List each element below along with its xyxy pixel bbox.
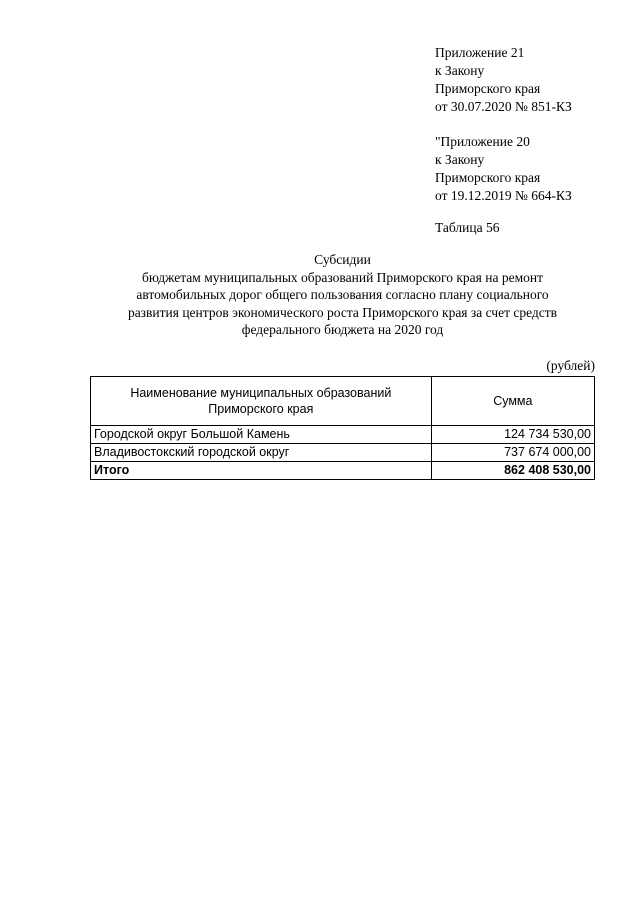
- row-name: Городской округ Большой Камень: [91, 426, 432, 444]
- header-name: [91, 377, 432, 426]
- appendix-previous: [435, 133, 572, 205]
- appendix-current-line: от 30.07.2020 № 851-КЗ: [435, 99, 572, 114]
- appendix-current-line: Приложение 21: [435, 45, 525, 60]
- title-line: федерального бюджета на 2020 год: [241, 322, 444, 337]
- appendix-current-line: к Закону: [435, 63, 485, 78]
- appendix-previous-line: Приморского края: [435, 170, 541, 185]
- table-header-row: [91, 377, 595, 426]
- appendix-current-line: Приморского края: [435, 81, 541, 96]
- title-line: Субсидии: [314, 252, 371, 267]
- title-line: бюджетам муниципальных образований Приморского края на ремонт: [141, 269, 544, 285]
- header-name-line: Наименование муниципальных образований: [130, 386, 392, 400]
- row-sum: 737 674 000,00: [431, 444, 594, 462]
- total-row: [91, 462, 595, 480]
- total-name: Итого: [91, 462, 432, 480]
- title-line: автомобильных дорог общего пользования согласно плану социального: [136, 287, 549, 302]
- unit-label: (рублей): [546, 358, 595, 373]
- subsidies-table: [90, 376, 595, 480]
- appendix-previous-line: от 19.12.2019 № 664-КЗ: [435, 188, 572, 203]
- appendix-previous-line: "Приложение 20: [435, 134, 530, 149]
- row-sum: 124 734 530,00: [431, 426, 594, 444]
- document-title: [90, 251, 595, 339]
- row-name: Владивостокский городской округ: [91, 444, 432, 462]
- total-sum: 862 408 530,00: [431, 462, 594, 480]
- table-number: Таблица 56: [435, 220, 500, 235]
- header-sum: Сумма: [431, 377, 594, 426]
- appendix-current: [435, 44, 572, 116]
- title-line: развития центров экономического роста Приморского края за счет средств: [127, 304, 558, 320]
- header-name-line: Приморского края: [208, 402, 314, 416]
- table-row: [91, 444, 595, 462]
- table-row: [91, 426, 595, 444]
- appendix-previous-line: к Закону: [435, 152, 485, 167]
